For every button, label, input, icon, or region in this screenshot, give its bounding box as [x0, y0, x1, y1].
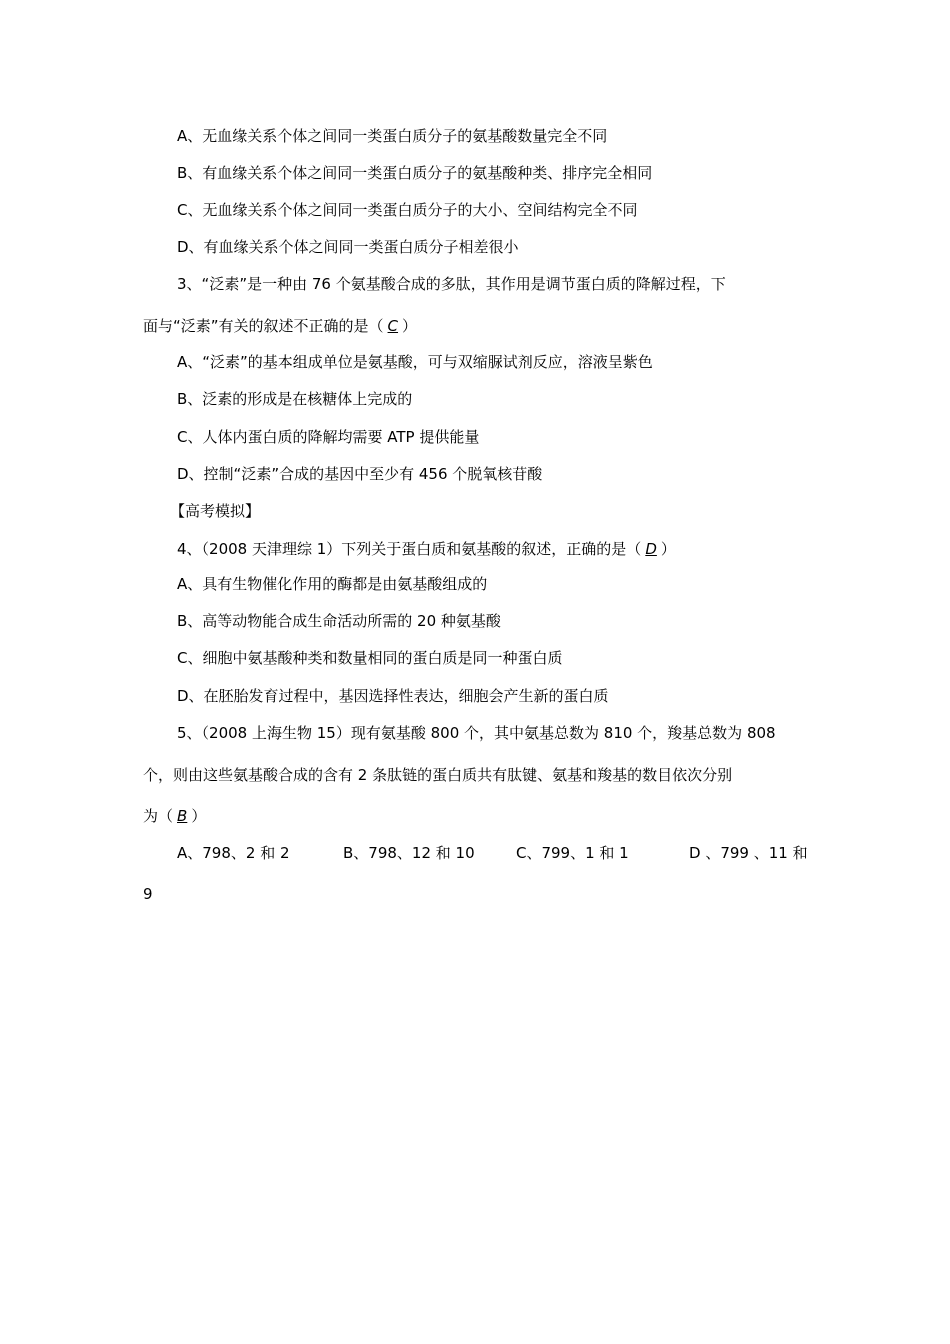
- option-text: A、具有生物催化作用的酶都是由氨基酸组成的: [177, 575, 488, 593]
- option-text: D 、799 、11 和: [689, 844, 808, 862]
- option-text: C、人体内蛋白质的降解均需要 ATP 提供能量: [177, 428, 480, 446]
- question-4-answer: D: [645, 540, 657, 558]
- question-5-answer: B: [177, 807, 188, 825]
- option-text: C、799、1 和 1: [516, 844, 629, 862]
- option-text: B、泛素的形成是在核糖体上完成的: [177, 390, 413, 408]
- question-5-suffix: ）: [191, 807, 207, 825]
- option-text-wrap: 9: [143, 885, 153, 903]
- option-text: B、高等动物能合成生命活动所需的 20 种氨基酸: [177, 612, 501, 630]
- section-heading: 【高考模拟】: [170, 502, 261, 520]
- question-5-stem-end: [143, 806, 206, 826]
- question-5-prefix: 为（: [143, 807, 174, 825]
- question-4-stem: [177, 539, 676, 559]
- option-text: A、798、2 和 2: [177, 844, 290, 862]
- question-4-prefix: 4、（2008 天津理综 1）下列关于蛋白质和氨基酸的叙述，正确的是（: [177, 540, 642, 558]
- option-text: D、在胚胎发育过程中，基因选择性表达，细胞会产生新的蛋白质: [177, 687, 609, 705]
- question-3-suffix: ）: [402, 317, 418, 335]
- question-5-stem: 5、（2008 上海生物 15）现有氨基酸 800 个，其中氨基总数为 810 个，羧基总数为 808: [177, 724, 776, 742]
- option-text: A、“泛素”的基本组成单位是氨基酸，可与双缩脲试剂反应，溶液呈紫色: [177, 353, 653, 371]
- question-3-prefix: 面与“泛素”有关的叙述不正确的是（: [143, 317, 384, 335]
- option-text: C、无血缘关系个体之间同一类蛋白质分子的大小、空间结构完全不同: [177, 201, 638, 219]
- option-text: D、控制“泛素”合成的基因中至少有 456 个脱氧核苷酸: [177, 465, 543, 483]
- question-3-answer: C: [387, 317, 399, 335]
- option-text: B、有血缘关系个体之间同一类蛋白质分子的氨基酸种类、排序完全相同: [177, 164, 653, 182]
- option-text: B、798、12 和 10: [343, 844, 475, 862]
- option-text: D、有血缘关系个体之间同一类蛋白质分子相差很小: [177, 238, 519, 256]
- question-4-suffix: ）: [660, 540, 676, 558]
- option-text: C、细胞中氨基酸种类和数量相同的蛋白质是同一种蛋白质: [177, 649, 563, 667]
- question-3-stem: 3、“泛素”是一种由 76 个氨基酸合成的多肽，其作用是调节蛋白质的降解过程，下: [177, 275, 726, 293]
- question-3-stem-continued: [143, 316, 417, 336]
- option-text: A、无血缘关系个体之间同一类蛋白质分子的氨基酸数量完全不同: [177, 127, 608, 145]
- question-5-stem-continued: 个，则由这些氨基酸合成的含有 2 条肽链的蛋白质共有肽键、氨基和羧基的数目依次分别: [143, 766, 733, 784]
